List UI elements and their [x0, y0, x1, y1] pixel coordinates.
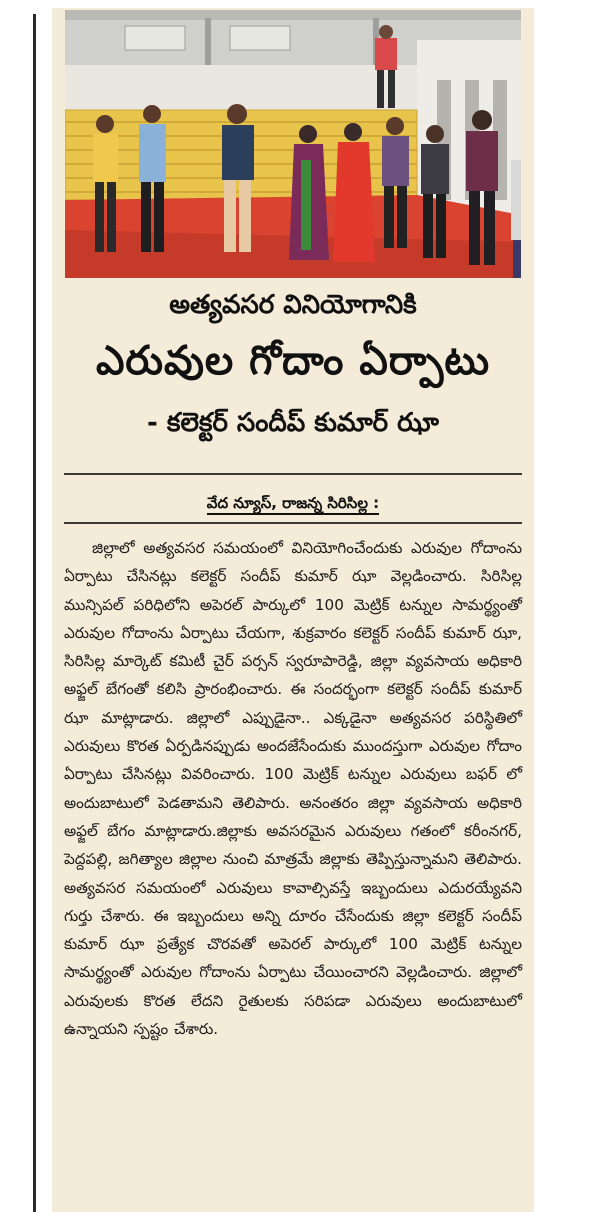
warehouse-group-photo: [65, 10, 521, 278]
divider-rule-bottom: [64, 522, 522, 524]
divider-rule-top: [64, 473, 522, 475]
article-headline: ఎరువుల గోదాం ఏర్పాటు: [95, 338, 491, 384]
article-dateline: [52, 494, 534, 516]
article-byline: - కలెక్టర్ సందీప్ కుమార్ ఝా: [147, 408, 439, 438]
dateline-text: వేద న్యూస్, రాజన్న సిరిసిల్ల :: [207, 494, 379, 515]
article-body: జిల్లాలో అత్యవసర సమయంలో వినియోగించేందుకు ఎరువుల గోదాంను ఏర్పాటు చేసినట్లు కలెక్టర్ సందీప్ కుమార్ ఝా వెల్లడించారు. సిరిసిల్ల మున్సిపల్ పరిధిలోని అపెరల్ పార్కులో 100 మెట్రిక్ టన్నుల సామర్థ్యంతో ఎరువుల గోదాంను ఏర్పాటు చేయగా, శుక్రవారం కలెక్టర్ సందీప్ కుమార్ ఝా, సిరిసిల్ల మార్కెట్ కమిటీ చైర్ పర్సన్ స్వరూపారెడ్డి, జిల్లా వ్యవసాయ అధికారి అఫ్జల్ బేగంతో కలిసి ప్రారంభించారు. ఈ సందర్భంగా కలెక్టర్ సందీప్ కుమార్ ఝా మాట్లాడారు. జిల్లాలో ఎప్పుడైనా.. ఎక్కడైనా అత్యవసర పరిస్థితిలో ఎరువులు కొరత ఏర్పడినప్పుడు అందజేసేందుకు ముందస్తుగా ఎరువుల గోదాం ఏర్పాటు చేసినట్లు వివరించారు. 100 మెట్రిక్ టన్నుల ఎరువులు బఫర్ లో అందుబాటులో పెడతామని తెలిపారు. అనంతరం జిల్లా వ్యవసాయ అధికారి అఫ్జల్ బేగం మాట్లాడారు.జిల్లాకు అవసరమైన ఎరువులు గతంలో కరీంనగర్, పెద్దపల్లి, జగిత్యాల జిల్లాల నుంచి మాత్రమే జిల్లాకు తెప్పిస్తున్నామని తెలిపారు. అత్యవసర సమయంలో ఎరువులు కావాల్సివస్తే ఇబ్బందులు ఎదురయ్యేవని గుర్తు చేశారు. ఈ ఇబ్బందులు అన్ని దూరం చేసేందుకు జిల్లా కలెక్టర్ సందీప్ కుమార్ ఝా ప్రత్యేక చొరవతో అపెరల్ పార్కులో 100 మెట్రిక్ టన్నుల సామర్థ్యంతో ఎరువుల గోదాంను ఏర్పాటు చేయించారని వెల్లడించారు. జిల్లాలో ఎరువులకు కొరత లేదని రైతులకు సరిపడా ఎరువులు అందుబాటులో ఉన్నాయని స్పష్టం చేశారు.: [64, 539, 522, 1039]
page-margin-rule: [33, 14, 36, 1212]
news-clipping: [52, 8, 534, 1212]
article-kicker: అత్యవసర వినియోగానికి: [169, 290, 417, 320]
article-photo: [65, 10, 521, 278]
